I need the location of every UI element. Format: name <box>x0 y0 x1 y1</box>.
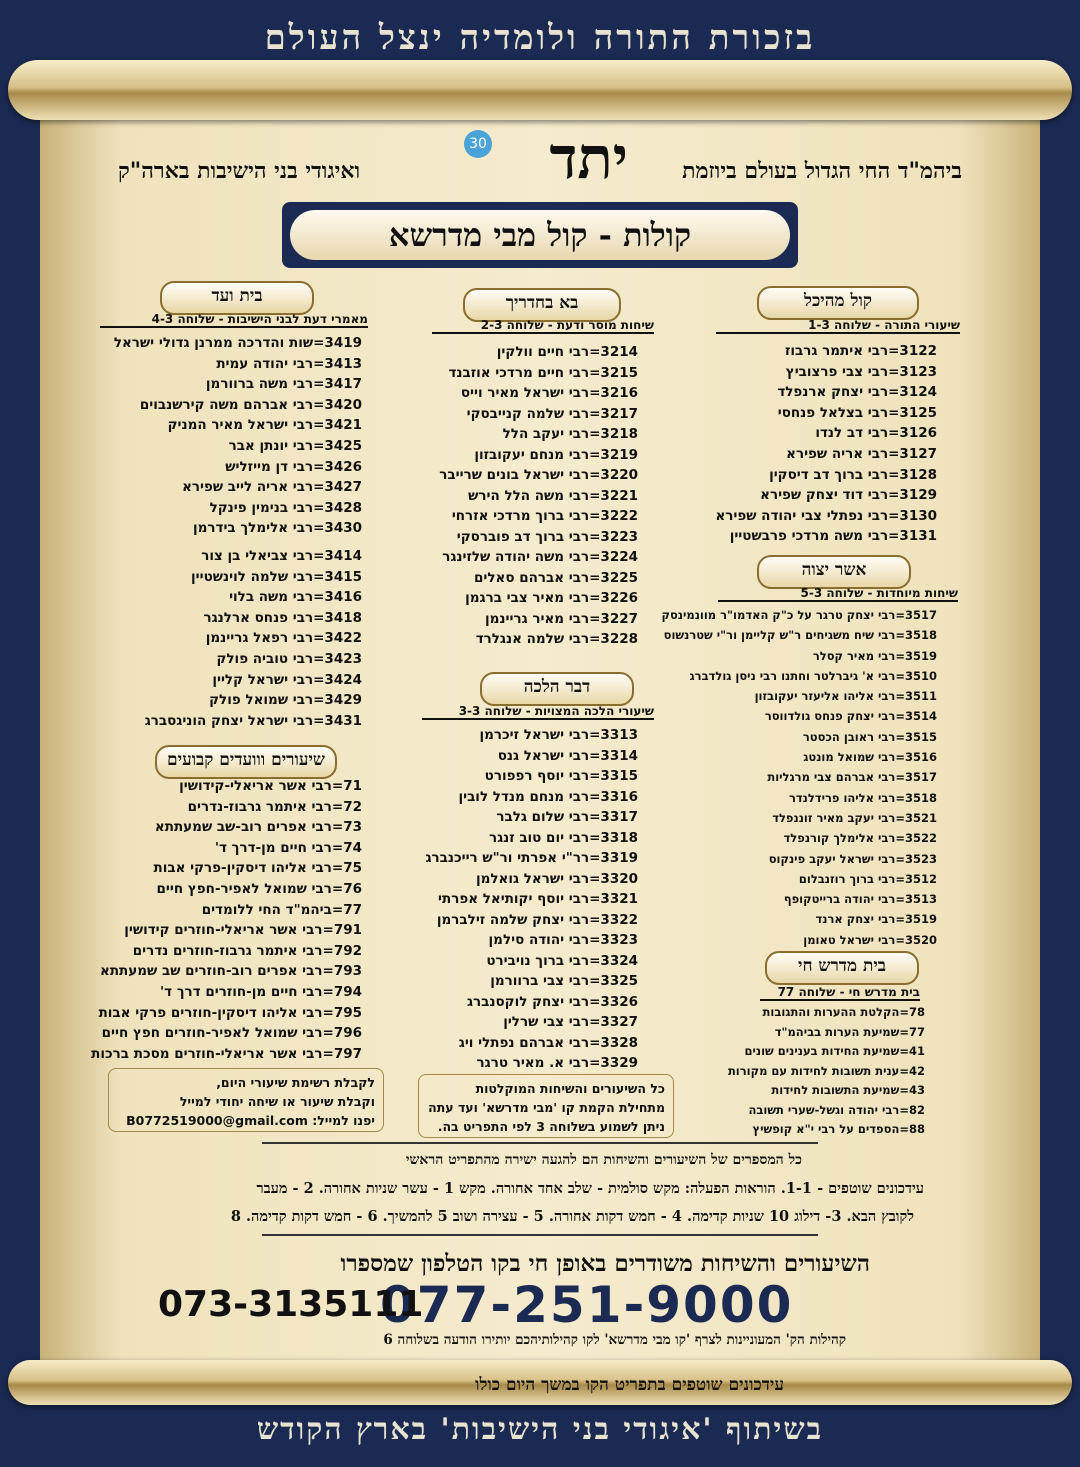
email-address[interactable]: B0772519000@gmail.com <box>126 1113 308 1128</box>
logo-anniversary-badge: 30 <box>464 130 492 158</box>
list-item: 3313=רבי ישראל זיכרמן <box>479 727 638 743</box>
yated-logo <box>458 126 628 190</box>
list-item: 3219=רבי מנחם יעקובזון <box>474 446 638 463</box>
list-item: 3316=רבי מנחם מנדל לובין <box>458 788 638 805</box>
list-item: 3517=רבי יצחק טרגר על כ"ק האדמו"ר מוונמינסק <box>661 608 937 622</box>
list-item: 75=רבי אליהו דיסקין-פרקי אבות <box>153 860 362 877</box>
list-item: 795=רבי אליהו דיסקין-חוזרים פרקי אבות <box>98 1004 362 1021</box>
alt-phone-number[interactable]: 073-3135111 <box>158 1284 424 1325</box>
list-item: 3323=רבי יהודה סילמן <box>488 932 638 948</box>
list-kol-mehaichal <box>700 341 937 547</box>
list-item: 3327=רבי צבי שרלין <box>503 1014 638 1030</box>
section-subtitle-beit-vaad: מאמרי דעת לבני הישיבות - שלוחה 4-3 <box>100 312 368 328</box>
list-item: 3215=רבי חיים מרדכי אוזבנד <box>448 364 638 381</box>
section-title-kol-mehaichal: קול מהיכל <box>757 286 919 320</box>
divider-ornament <box>262 1234 818 1250</box>
list-item: 3427=רבי אריה לייב שפירא <box>182 479 362 496</box>
list-item: 77=שמיעת הערות בביהמ"ד <box>774 1024 925 1039</box>
archive-note-line: כל השיעורים והשיחות המוקלטות <box>475 1081 665 1096</box>
list-beit-midrash-chai <box>700 1003 925 1140</box>
list-item: 3326=רבי יצחק לוקסנברג <box>466 993 638 1010</box>
header-initiative-text: ביהמ"ד החי הגדול בעולם ביוזמת <box>682 158 962 184</box>
communities-note: קהילות הק' המעוניינות לצרף 'קו מבי מדרשא' לקו קהילותיהכם יותירו הודעה בשלוחה 6 <box>383 1332 846 1348</box>
updates-note: עידכונים שוטפים בתפריט הקו במשך היום כולו <box>475 1375 784 1395</box>
list-item: 3128=רבי ברוך דב דיסקין <box>769 466 937 483</box>
list-item: 3510=רבי א' גיברלטר וחתנו רבי ניסן גולדברג <box>689 668 937 683</box>
list-item: 72=רבי איתמר גרבוז-נדרים <box>187 798 362 815</box>
section-title-beit-vaad: בית ועד <box>160 281 314 315</box>
list-item: 3415=רבי שלמה לוינשטיין <box>191 568 362 585</box>
list-item: 88=הספדים על רבי י"א קופשיץ <box>752 1122 925 1136</box>
scroll-top-rod <box>8 60 1072 120</box>
list-item: 3512=רבי ברוך רוזנבלום <box>798 871 937 886</box>
direct-access-note: כל המספרים של השיעורים והשיחות הם להגעה ישירה מהתפריט הראשי <box>405 1152 802 1168</box>
list-item: 3523=רבי ישראל יעקב פינקוס <box>768 851 937 866</box>
list-item: 3222=רבי ברוך מרדכי אזרחי <box>451 508 638 524</box>
list-item: 791=רבי אשר אריאלי-חוזרים קידושין <box>124 922 362 939</box>
section-title-beit-midrash-chai: בית מדרש חי <box>765 951 919 985</box>
list-item: 3129=רבי דוד יצחק שפירא <box>760 487 937 504</box>
list-item: 3131=רבי משה מרדכי פרבשטיין <box>729 528 937 545</box>
list-item: 3321=רבי יוסף יקותיאל אפרתי <box>438 891 638 907</box>
list-item: 3516=רבי שמואל מונטג <box>803 750 937 765</box>
list-item: 3518=רבי שיח משגיחים ר"ש קליימן ור"י שטרנשוס <box>663 628 937 643</box>
list-item: 3522=רבי אלימלך קורנפלד <box>783 831 937 846</box>
list-item: 3216=רבי ישראל מאיר וייס <box>460 385 638 401</box>
list-item: 3217=רבי שלמה קנייבסקי <box>466 405 638 422</box>
list-item: 77=ביהמ"ד החי ללומדים <box>201 901 362 918</box>
section-title-dvar-halacha: דבר הלכה <box>480 672 634 706</box>
list-item: 3320=רבי ישראל גואלמן <box>475 870 638 887</box>
email-label: יפנו למייל: <box>312 1113 375 1128</box>
list-item: 3218=רבי יעקב הלל <box>502 426 638 442</box>
section-subtitle-dvar-halacha: שיעורי הלכה המצויות - שלוחה 3-3 <box>422 704 654 720</box>
list-ba-bachadrich <box>420 342 638 650</box>
archive-note-line: מתחילת הקמת קו 'מבי מדרשא' ועד עתה <box>428 1100 665 1115</box>
section-subtitle-kol-mehaichal: שיעורי התורה - שלוחה 1-3 <box>716 318 960 334</box>
list-item: 3420=רבי אברהם משה קירשנבוים <box>139 396 362 413</box>
list-item: 3519=רבי יצחק ארנד <box>815 912 937 927</box>
list-item: 3315=רבי יוסף רפפורט <box>484 768 638 784</box>
list-item: 3431=רבי ישראל יצחק הוניגסברג <box>144 712 362 729</box>
list-item: 3518=רבי אליהו פרידלנדר <box>788 790 937 805</box>
list-item: 793=רבי אפרים רוב-חוזרים שב שמעתתא <box>100 963 362 980</box>
section-title-shiurim: שיעורים ווועדים קבועים <box>155 745 337 779</box>
list-item: 3424=רבי ישראל קליין <box>212 671 362 688</box>
email-note-line: לקבלת רשימת שיעורי היום, <box>216 1075 375 1090</box>
list-item: 3227=רבי מאיר גריינמן <box>485 610 638 627</box>
list-item: 3520=רבי ישראל טאומן <box>803 932 937 947</box>
list-item: 3513=רבי יהודה ברייטקופף <box>783 892 937 907</box>
list-item: 3220=רבי ישראל בונים שרייבר <box>439 467 638 483</box>
list-item: 3419=שות והדרכה ממרנן גדולי ישראל <box>113 335 362 351</box>
instructions-line-2: לקובץ הבא. 3- דילוג 10 שניות קדימה. 4 - חמש דקות אחורה. 5 - עצירה ושוב 5 להמשיך. 6 - חמש דקות קדימה. 8 <box>230 1208 914 1225</box>
section-title-ba-bachadrich: בא בחדריך <box>463 288 621 322</box>
list-item: 41=שמיעת החידות בענינים שונים <box>744 1044 925 1058</box>
list-item: 76=רבי שמואל לאפיר-חפץ חיים <box>156 880 362 897</box>
list-item: 3325=רבי צבי ברוורמן <box>490 973 638 989</box>
main-phone-number[interactable]: 077-251-9000 <box>380 1276 794 1334</box>
list-item: 3425=רבי יונתן אבר <box>228 437 362 454</box>
logo-text: יתד <box>549 124 628 192</box>
list-item: 792=רבי איתמר גרבוז-חוזרים נדרים <box>132 942 362 959</box>
list-item: 3511=רבי אליהו אליעזר יעקובזון <box>754 689 937 704</box>
section-subtitle-ba-bachadrich: שיחות מוסר ודעת - שלוחה 2-3 <box>432 318 654 334</box>
header-partner-text: ואיגודי בני הישיבות בארה"ק <box>118 158 361 184</box>
list-item: 3429=רבי שמואל פולק <box>209 692 362 709</box>
email-note-line: וקבלת שיעור או שיחה יחודי למייל <box>179 1094 375 1109</box>
list-item: 3329=רבי א. מאיר טרגר <box>476 1055 638 1071</box>
list-beit-vaad-2 <box>100 546 362 731</box>
list-beit-vaad <box>100 333 362 539</box>
list-item: 3521=רבי יעקב מאיר זוננפלד <box>772 810 937 825</box>
list-item: 3519=רבי מאיר קסלר <box>812 648 937 663</box>
list-item: 3414=רבי צביאלי בן צור <box>201 548 362 564</box>
list-item: 3126=רבי דב לנדו <box>815 425 937 442</box>
broadcast-text: השיעורים והשיחות משודרים באופן חי בקו הטלפון שמספרו <box>340 1250 870 1277</box>
list-item: 3423=רבי טוביה פולק <box>216 650 362 667</box>
list-item: 3214=רבי חיים וולקין <box>496 344 638 360</box>
list-item: 3416=רבי משה בלוי <box>229 589 362 606</box>
list-item: 42=ענית תשובות לחידות עם מקורות <box>727 1063 925 1078</box>
list-item: 3225=רבי אברהם סאלים <box>473 569 638 586</box>
list-item: 3317=רבי שלום גלבר <box>496 809 638 825</box>
list-item: 3324=רבי ברוך נויבירט <box>486 952 638 969</box>
list-item: 3314=רבי ישראל גנס <box>497 747 638 764</box>
top-banner: בזכורת התורה ולומדיה ינצל העולם <box>264 18 816 58</box>
list-item: 3418=רבי פנחס ארלנגר <box>203 609 362 626</box>
list-item: 797=רבי אשר אריאלי-חוזרים מסכת ברכות <box>91 1045 362 1062</box>
list-item: 3517=רבי אברהם צבי מרגליות <box>767 770 937 785</box>
archive-note-box <box>418 1074 674 1138</box>
list-item: 3223=רבי ברוך דב פוברסקי <box>456 528 638 545</box>
list-item: 82=רבי יהודה וגשל-שערי תשובה <box>748 1102 925 1117</box>
list-item: 3422=רבי רפאל גריינמן <box>205 630 362 647</box>
list-item: 3428=רבי בנימין פינקל <box>209 499 362 516</box>
list-item: 3224=רבי משה יהודה שלזינגר <box>442 549 638 565</box>
list-item: 3318=רבי יום טוב זנגר <box>488 829 638 846</box>
list-item: 3228=רבי שלמה אנגלרד <box>475 631 638 647</box>
list-item: 3430=רבי אלימלך בידרמן <box>192 520 362 537</box>
section-title-asher-yetzaveh: אשר יצוה <box>757 555 911 589</box>
list-item: 3417=רבי משה ברוורמן <box>205 376 362 393</box>
list-item: 796=רבי שמואל לאפיר-חוזרים חפץ חיים <box>101 1025 362 1042</box>
list-item: 3514=רבי יצחק פנחס גולדווסר <box>764 709 937 724</box>
list-item: 3124=רבי יצחק ארנפלד <box>777 384 937 401</box>
list-item: 3122=רבי איתמר גרבוז <box>785 343 937 359</box>
list-item: 3426=רבי דן מייזליש <box>225 458 362 475</box>
list-item: 78=הקלטת ההערות והתגובות <box>762 1005 925 1019</box>
list-shiurim <box>90 776 362 1064</box>
list-item: 3421=רבי ישראל מאיר המניק <box>167 417 362 434</box>
list-item: 73=רבי אפרים רוב-שב שמעתתא <box>154 819 362 836</box>
list-item: 794=רבי חיים מן-חוזרים דרך ד' <box>159 983 362 1000</box>
list-item: 3123=רבי צבי פרצוביץ <box>785 363 937 380</box>
list-item: 3130=רבי נפתלי צבי יהודה שפירא <box>715 507 937 524</box>
list-item: 3319=רר"י אפרתי ור"ש רייכנברג <box>425 850 638 866</box>
list-item: 74=רבי חיים מן-דרך ד' <box>214 839 362 856</box>
email-note-box <box>108 1068 384 1132</box>
archive-note-line: ניתן לשמוע בשלוחה 3 לפי התפריט בה. <box>437 1119 665 1134</box>
section-subtitle-asher-yetzaveh: שיחות מיוחדות - שלוחה 5-3 <box>718 586 958 602</box>
list-dvar-halacha <box>420 725 638 1074</box>
bottom-banner: בשיתוף 'איגודי בני הישיבות' בארץ הקודש <box>256 1412 824 1447</box>
list-item: 3328=רבי אברהם נפתלי ויג <box>458 1034 638 1051</box>
email-line <box>117 1111 375 1130</box>
list-item: 3413=רבי יהודה עמית <box>216 355 362 372</box>
list-item: 3221=רבי משה הלל הירש <box>468 487 638 504</box>
list-item: 71=רבי אשר אריאלי-קידושין <box>179 778 362 794</box>
section-subtitle-beit-midrash-chai: בית מדרש חי - שלוחה 77 <box>760 985 920 1001</box>
list-item: 3322=רבי יצחק שלמה זילברמן <box>436 911 638 928</box>
main-title: קולות - קול מבי מדרשא <box>290 210 790 260</box>
instructions-line-1: עידכונים שוטפים - 1-1. הוראות הפעלה: מקש סולמית - שלב אחד אחורה. מקש 1 - עשר שניות אחורה. 2 - מעבר <box>256 1180 924 1197</box>
list-item: 3125=רבי בצלאל פנחסי <box>777 404 937 421</box>
list-item: 3127=רבי אריה שפירא <box>786 445 937 462</box>
list-item: 43=שמיעת התשובות לחידות <box>771 1083 925 1097</box>
list-item: 3226=רבי מאיר צבי ברגמן <box>465 590 638 606</box>
list-item: 3515=רבי ראובן הכסטר <box>802 729 937 744</box>
list-asher-yetzaveh <box>650 605 937 950</box>
